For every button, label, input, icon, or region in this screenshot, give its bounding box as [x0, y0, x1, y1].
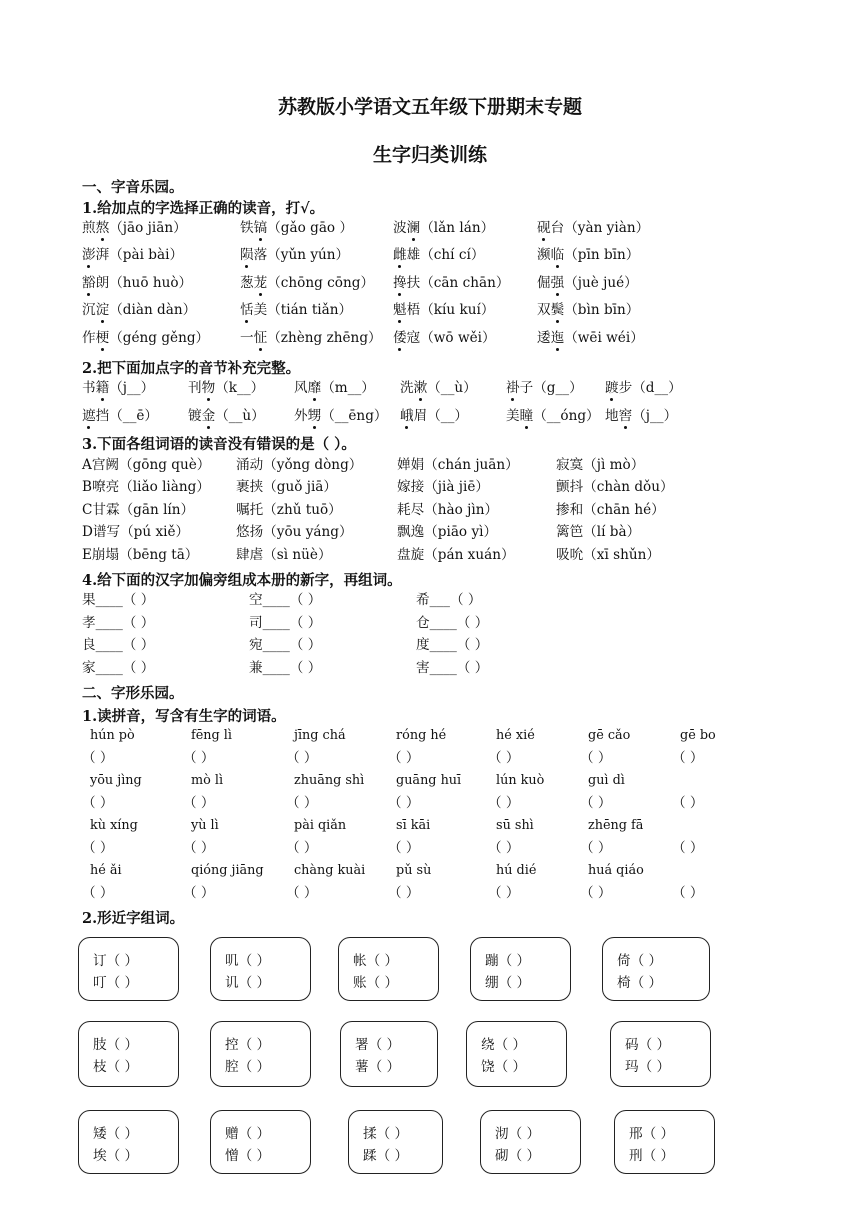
syllable-fill-item: 褂子（g__） [506, 380, 583, 396]
option-item: C甘霖（gān lín） [82, 502, 195, 518]
similar-char-box [340, 1021, 438, 1087]
pinyin-choice-item: 澎湃（pài bài） [82, 247, 184, 263]
answer-blank: （ ） [286, 795, 318, 811]
option-item: 掺和（chān hé） [556, 502, 665, 518]
emphasis-dot: 遮 [82, 408, 96, 424]
answer-blank: （ ） [388, 840, 420, 856]
pinyin-label: sī kāi [396, 818, 431, 833]
char-line: 砌（ ） [495, 1148, 541, 1164]
emphasis-dot: 甥 [307, 408, 322, 424]
pinyin-choice-item: 豁朗（huō huò） [82, 275, 193, 291]
similar-char-box [78, 937, 179, 1001]
answer-blank: （ ） [286, 750, 318, 766]
radical-item: 家____（ ） [82, 660, 155, 676]
pinyin-label: kù xíng [90, 818, 138, 833]
option-item: 悠扬（yōu yáng） [236, 524, 353, 540]
char-line: 控（ ） [225, 1037, 271, 1053]
q3-title: 3.下面各组词语的读音没有错误的是（ ）。 [82, 436, 356, 453]
similar-char-box [610, 1021, 711, 1087]
answer-blank: （ ） [488, 885, 520, 901]
answer-blank: （ ） [388, 795, 420, 811]
pinyin-choice-item: 搀扶（cān chān） [393, 275, 510, 291]
pinyin-label: pài qiǎn [294, 818, 347, 833]
char-line: 矮（ ） [93, 1126, 139, 1142]
pinyin-choice-item: 铁镐（gǎo gāo ） [240, 220, 354, 236]
p2q2-title: 2.形近字组词。 [82, 910, 185, 927]
char-line: 腔（ ） [225, 1059, 271, 1075]
answer-blank: （ ） [580, 795, 612, 811]
answer-blank: （ ） [388, 750, 420, 766]
answer-blank: （ ） [672, 840, 704, 856]
syllable-fill-item: 遮挡（__ē） [82, 408, 159, 424]
pinyin-label: róng hé [396, 728, 447, 743]
emphasis-dot: 窖 [618, 408, 633, 424]
pinyin-label: mò lì [191, 773, 224, 788]
pinyin-label: qióng jiāng [191, 863, 264, 878]
option-item: 飘逸（piāo yì） [397, 524, 498, 540]
char-line: 蹂（ ） [363, 1148, 409, 1164]
answer-blank: （ ） [580, 840, 612, 856]
radical-item: 司____（ ） [249, 615, 322, 631]
page-title: 苏教版小学语文五年级下册期末专题 [277, 96, 582, 118]
syllable-fill-item: 刊物（k__） [188, 380, 265, 396]
pinyin-label: zhuāng shì [294, 773, 365, 788]
radical-item: 害____（ ） [416, 660, 489, 676]
pinyin-choice-item: 作梗（géng gěng） [82, 330, 210, 346]
answer-blank: （ ） [82, 840, 114, 856]
char-line: 沏（ ） [495, 1126, 541, 1142]
emphasis-dot: 茏 [253, 275, 268, 291]
option-item: 颤抖（chàn dǒu） [556, 479, 674, 495]
pinyin-choice-item: 砚台（yàn yiàn） [537, 220, 650, 236]
pinyin-label: guì dì [588, 773, 625, 788]
char-line: 蹦（ ） [485, 953, 531, 969]
similar-char-box [210, 1021, 311, 1087]
syllable-fill-item: 镀金（__ù） [188, 408, 265, 424]
emphasis-dot: 漱 [413, 380, 428, 396]
answer-blank: （ ） [672, 750, 704, 766]
pinyin-label: sū shì [496, 818, 534, 833]
emphasis-dot: 镐 [253, 220, 268, 236]
syllable-fill-item: 书籍（j__） [82, 380, 155, 396]
syllable-fill-item: 地窖（j__） [605, 408, 678, 424]
answer-blank: （ ） [488, 750, 520, 766]
answer-blank: （ ） [672, 885, 704, 901]
emphasis-dot: 魁 [393, 302, 407, 318]
emphasis-dot: 金 [201, 408, 216, 424]
char-line: 叮（ ） [93, 975, 139, 991]
char-line: 码（ ） [625, 1037, 671, 1053]
char-line: 讥（ ） [225, 975, 271, 991]
option-item: 盘旋（pán xuán） [397, 547, 515, 563]
syllable-fill-item: 峨眉（__） [400, 408, 468, 424]
syllable-fill-item: 外甥（__ēng） [294, 408, 388, 424]
char-line: 椅（ ） [617, 975, 663, 991]
pinyin-label: hé xié [496, 728, 535, 743]
char-line: 刑（ ） [629, 1148, 675, 1164]
answer-blank: （ ） [82, 750, 114, 766]
emphasis-dot: 瞳 [519, 408, 534, 424]
option-item: E崩塌（bēng tā） [82, 547, 199, 563]
option-item: 篱笆（lí bà） [556, 524, 641, 540]
emphasis-dot: 鬓 [550, 302, 565, 318]
pinyin-choice-item: 濒临（pīn bīn） [537, 247, 640, 263]
emphasis-dot: 物 [201, 380, 216, 396]
section-heading-1: 一、字音乐园。 [82, 179, 184, 196]
similar-char-box [338, 937, 439, 1001]
option-item: 裹挟（guǒ jiā） [236, 479, 338, 495]
pinyin-label: hé ǎi [90, 863, 122, 878]
pinyin-label: lún kuò [496, 773, 545, 788]
pinyin-label: gē cǎo [588, 728, 631, 743]
option-item: D谱写（pú xiě） [82, 524, 190, 540]
similar-char-box [470, 937, 571, 1001]
answer-blank: （ ） [183, 840, 215, 856]
q2-title: 2.把下面加点字的音节补充完整。 [82, 360, 301, 377]
answer-blank: （ ） [183, 750, 215, 766]
char-line: 倚（ ） [617, 953, 663, 969]
option-item: 婵娟（chán juān） [397, 457, 519, 473]
emphasis-dot: 豁 [82, 275, 96, 291]
option-item: 嘱托（zhǔ tuō） [236, 502, 342, 518]
section-heading-2: 二、字形乐园。 [82, 685, 184, 702]
p2q1-title: 1.读拼音，写含有生字的词语。 [82, 708, 286, 725]
radical-item: 兼____（ ） [249, 660, 322, 676]
pinyin-choice-item: 倔强（juè jué） [537, 275, 638, 291]
char-line: 邢（ ） [629, 1126, 675, 1142]
char-line: 憎（ ） [225, 1148, 271, 1164]
emphasis-dot: 梗 [95, 330, 110, 346]
answer-blank: （ ） [183, 795, 215, 811]
pinyin-choice-item: 魁梧（kíu kuí） [393, 302, 495, 318]
emphasis-dot: 倭 [393, 330, 407, 346]
answer-blank: （ ） [388, 885, 420, 901]
pinyin-choice-item: 陨落（yǔn yún） [240, 247, 350, 263]
option-item: B嘹亮（liǎo liàng） [82, 479, 210, 495]
radical-item: 仓____（ ） [416, 615, 489, 631]
char-line: 赠（ ） [225, 1126, 271, 1142]
q4-title: 4.给下面的汉字加偏旁组成本册的新字，再组词。 [82, 572, 402, 589]
answer-blank: （ ） [488, 795, 520, 811]
similar-char-box [466, 1021, 567, 1087]
answer-blank: （ ） [286, 885, 318, 901]
answer-blank: （ ） [286, 840, 318, 856]
similar-char-box [480, 1110, 581, 1174]
pinyin-choice-item: 雌雄（chí cí） [393, 247, 485, 263]
char-line: 玛（ ） [625, 1059, 671, 1075]
pinyin-label: chàng kuài [294, 863, 366, 878]
syllable-fill-item: 踱步（d__） [605, 380, 682, 396]
emphasis-dot: 踱 [605, 380, 619, 396]
answer-blank: （ ） [183, 885, 215, 901]
answer-blank: （ ） [580, 750, 612, 766]
answer-blank: （ ） [82, 885, 114, 901]
char-line: 绕（ ） [481, 1037, 527, 1053]
char-line: 绷（ ） [485, 975, 531, 991]
pinyin-label: fēng lì [191, 728, 232, 743]
char-line: 埃（ ） [93, 1148, 139, 1164]
pinyin-choice-item: 倭寇（wō wěi） [393, 330, 496, 346]
emphasis-dot: 怔 [253, 330, 268, 346]
radical-item: 果____（ ） [82, 592, 155, 608]
pinyin-choice-item: 葱茏（chōng cōng） [240, 275, 375, 291]
emphasis-dot: 陨 [240, 247, 254, 263]
char-line: 肢（ ） [93, 1037, 139, 1053]
emphasis-dot: 迤 [550, 330, 565, 346]
emphasis-dot: 褂 [506, 380, 520, 396]
similar-char-box [348, 1110, 443, 1174]
similar-char-box [78, 1110, 179, 1174]
option-item: 耗尽（hào jìn） [397, 502, 499, 518]
pinyin-choice-item: 沉淀（diàn dàn） [82, 302, 197, 318]
similar-char-box [602, 937, 710, 1001]
option-item: 嫁接（jià jiē） [397, 479, 489, 495]
similar-char-box [210, 1110, 311, 1174]
pinyin-label: yōu jìng [90, 773, 142, 788]
pinyin-choice-item: 煎熬（jāo jiān） [82, 220, 187, 236]
emphasis-dot: 砚 [537, 220, 551, 236]
syllable-fill-item: 美瞳（__óng） [506, 408, 600, 424]
char-line: 薯（ ） [355, 1059, 401, 1075]
emphasis-dot: 靡 [307, 380, 322, 396]
pinyin-choice-item: 一怔（zhèng zhēng） [240, 330, 382, 346]
pinyin-label: pǔ sù [396, 863, 432, 878]
char-line: 叽（ ） [225, 953, 271, 969]
pinyin-choice-item: 恬美（tián tiǎn） [240, 302, 353, 318]
radical-item: 空____（ ） [249, 592, 322, 608]
pinyin-label: gē bo [680, 728, 716, 743]
option-item: 肆虐（sì nüè） [236, 547, 332, 563]
q1-title: 1.给加点的字选择正确的读音，打√。 [82, 200, 325, 217]
char-line: 揉（ ） [363, 1126, 409, 1142]
char-line: 署（ ） [355, 1037, 401, 1053]
char-line: 饶（ ） [481, 1059, 527, 1075]
syllable-fill-item: 洗漱（__ù） [400, 380, 477, 396]
char-line: 枝（ ） [93, 1059, 139, 1075]
emphasis-dot: 淀 [95, 302, 110, 318]
emphasis-dot: 搀 [393, 275, 407, 291]
pinyin-choice-item: 逶迤（wēi wéi） [537, 330, 644, 346]
char-line: 帐（ ） [353, 953, 399, 969]
answer-blank: （ ） [488, 840, 520, 856]
emphasis-dot: 峨 [400, 408, 414, 424]
similar-char-box [614, 1110, 715, 1174]
syllable-fill-item: 风靡（m__） [294, 380, 375, 396]
char-line: 账（ ） [353, 975, 399, 991]
pinyin-label: yù lì [191, 818, 219, 833]
answer-blank: （ ） [580, 885, 612, 901]
answer-blank: （ ） [82, 795, 114, 811]
pinyin-label: hú dié [496, 863, 537, 878]
emphasis-dot: 澜 [406, 220, 421, 236]
pinyin-label: jīng chá [294, 728, 346, 743]
emphasis-dot: 澎 [82, 247, 96, 263]
option-item: A宫阙（gōng què） [82, 457, 211, 473]
emphasis-dot: 恬 [240, 302, 254, 318]
option-item: 涌动（yǒng dòng） [236, 457, 363, 473]
pinyin-label: guāng huī [396, 773, 462, 788]
radical-item: 宛____（ ） [249, 637, 322, 653]
radical-item: 希___（ ） [416, 592, 482, 608]
radical-item: 孝____（ ） [82, 615, 155, 631]
pinyin-label: huá qiáo [588, 863, 644, 878]
char-line: 订（ ） [93, 953, 139, 969]
emphasis-dot: 临 [550, 247, 565, 263]
answer-blank: （ ） [672, 795, 704, 811]
emphasis-dot: 强 [550, 275, 565, 291]
pinyin-choice-item: 双鬓（bìn bīn） [537, 302, 640, 318]
emphasis-dot: 籍 [95, 380, 110, 396]
emphasis-dot: 雌 [393, 247, 407, 263]
page-subtitle: 生字归类训练 [372, 144, 487, 166]
option-item: 寂寞（jì mò） [556, 457, 645, 473]
radical-item: 良____（ ） [82, 637, 155, 653]
similar-char-box [210, 937, 311, 1001]
emphasis-dot: 熬 [95, 220, 110, 236]
option-item: 吸吮（xī shǔn） [556, 547, 660, 563]
radical-item: 度____（ ） [416, 637, 489, 653]
pinyin-label: zhēng fā [588, 818, 644, 833]
similar-char-box [78, 1021, 179, 1087]
pinyin-label: hún pò [90, 728, 135, 743]
pinyin-choice-item: 波澜（lǎn lán） [393, 220, 495, 236]
